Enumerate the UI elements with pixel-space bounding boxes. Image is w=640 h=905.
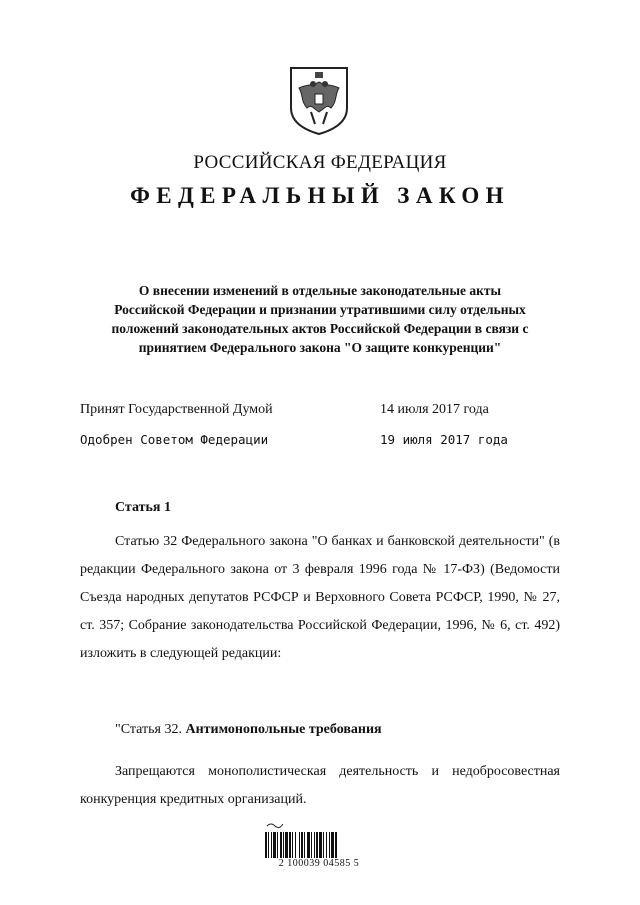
title-line: положений законодательных актов Российской Федерации в связи с — [111, 321, 529, 336]
duma-adoption-date: 14 июля 2017 года — [380, 402, 489, 417]
country-name: РОССИЙСКАЯ ФЕДЕРАЦИЯ — [193, 152, 447, 173]
article-heading: Статья 1 — [115, 500, 171, 515]
title-line: Российской Федерации и признании утратившими силу отдельных — [114, 302, 526, 317]
document-type: ФЕДЕРАЛЬНЫЙ ЗАКОН — [130, 183, 510, 208]
quoted-article-paragraph: Запрещаются монополистическая деятельность и недобросовестная конкуренция кредитных организаций. — [80, 764, 560, 807]
article-paragraph: Статью 32 Федерального закона "О банках и банковской деятельности" (в редакции Федерального закона от 3 февраля 1996 года № 17-ФЗ) (Ведомости Съезда народных депутатов РСФСР и Верховного Совета РСФСР, 1990, № 27, ст. 357; Собрание законодательства Российской Федерации, 1996, № 6, ст. 492) изложить в следующей редакции: — [80, 534, 560, 661]
council-approval-date: 19 июля 2017 года — [380, 432, 508, 447]
quoted-article-title: Антимонопольные требования — [185, 722, 382, 737]
council-approval-label: Одобрен Советом Федерации — [80, 432, 269, 447]
quoted-article-heading — [115, 722, 382, 738]
document-title — [64, 281, 576, 357]
duma-adoption-label: Принят Государственной Думой — [80, 402, 273, 417]
barcode-digits: 2 100039 04585 5 — [278, 858, 360, 869]
title-line: О внесении изменений в отдельные законодательные акты — [138, 283, 502, 298]
quoted-article-number: "Статья 32. — [115, 722, 182, 737]
title-line: принятием Федерального закона "О защите конкуренции" — [138, 340, 502, 355]
barcode-image — [259, 822, 379, 878]
coat-of-arms-emblem — [287, 64, 351, 136]
